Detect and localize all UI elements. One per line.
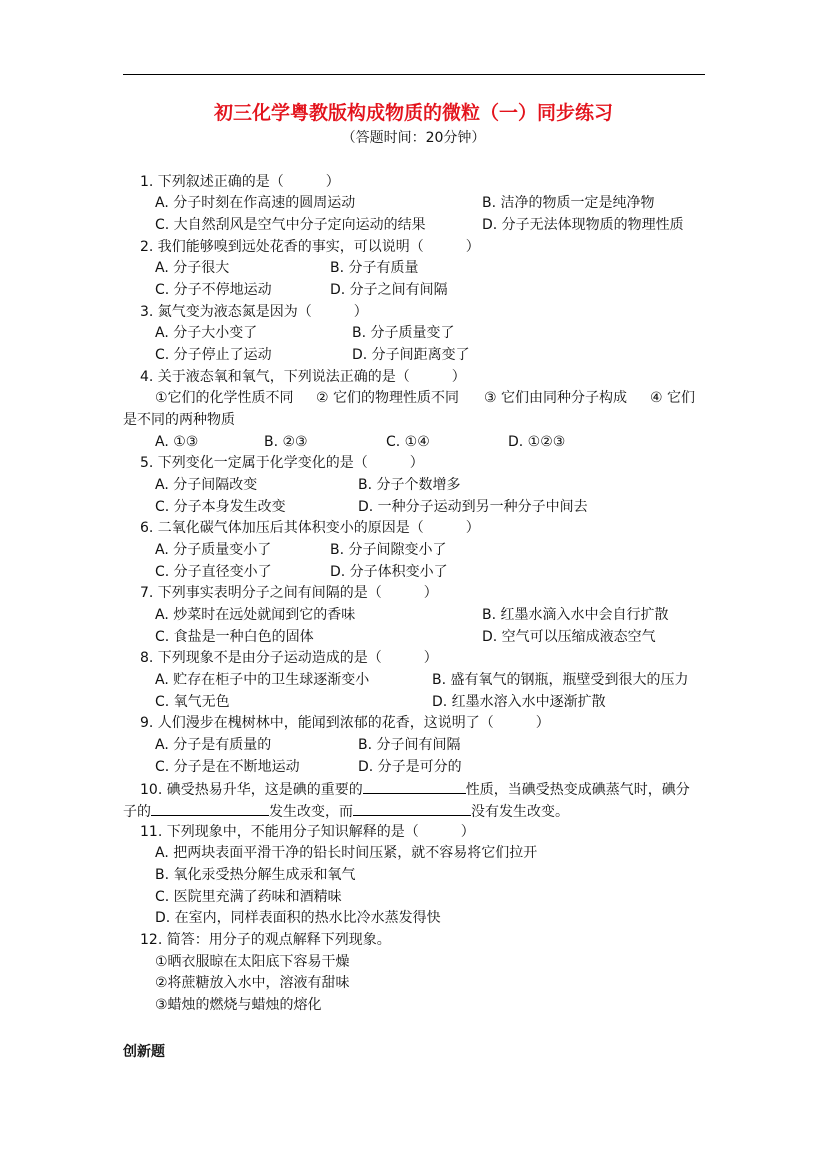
q5-option-c: C. 分子本身发生改变 (155, 499, 286, 515)
q10-line-2 (123, 801, 569, 821)
q2-option-d: D. 分子之间有间隔 (330, 282, 448, 298)
time-limit-note: （答题时间：20分钟） (341, 130, 486, 146)
q4-option-c: C. ①④ (386, 434, 430, 450)
q7-option-d: D. 空气可以压缩成液态空气 (482, 629, 656, 645)
q3-option-c: C. 分子停止了运动 (155, 347, 272, 363)
q6-stem: 6. 二氧化碳气体加压后其体积变小的原因是（ ） (140, 520, 480, 536)
q4-option-b: B. ②③ (264, 434, 308, 450)
q4-statement-2: ② 它们的物理性质不同 (316, 390, 460, 406)
q8-option-d: D. 红墨水溶入水中逐渐扩散 (432, 694, 606, 710)
q9-option-c: C. 分子是在不断地运动 (155, 759, 300, 775)
q10-blank-2[interactable] (151, 801, 269, 816)
q9-option-b: B. 分子间有间隔 (358, 737, 461, 753)
q4-stem: 4. 关于液态氧和氧气，下列说法正确的是（ ） (140, 369, 466, 385)
header-rule (123, 74, 705, 75)
q10-text-4: 发生改变，而 (269, 804, 353, 820)
q1-option-c: C. 大自然刮风是空气中分子定向运动的结果 (155, 217, 426, 233)
q10-blank-3[interactable] (353, 801, 471, 816)
q2-option-c: C. 分子不停地运动 (155, 282, 272, 298)
q5-stem: 5. 下列变化一定属于化学变化的是（ ） (140, 455, 424, 471)
q10-text-3: 子的 (123, 804, 151, 820)
q3-option-b: B. 分子质量变了 (352, 325, 455, 341)
q1-option-a: A. 分子时刻在作高速的圆周运动 (155, 195, 356, 211)
q12-item-3: ③蜡烛的燃烧与蜡烛的熔化 (155, 997, 322, 1013)
q2-option-b: B. 分子有质量 (330, 260, 419, 276)
q11-stem: 11. 下列现象中，不能用分子知识解释的是（ ） (140, 824, 475, 840)
q2-stem: 2. 我们能够嗅到远处花香的事实，可以说明（ ） (140, 239, 480, 255)
q9-option-a: A. 分子是有质量的 (155, 737, 272, 753)
q9-option-d: D. 分子是可分的 (358, 759, 462, 775)
q6-option-c: C. 分子直径变小了 (155, 564, 272, 580)
q10-text-2: 性质，当碘受热变成碘蒸气时，碘分 (465, 782, 690, 798)
q12-item-1: ①晒衣服晾在太阳底下容易干燥 (155, 954, 350, 970)
q12-item-2: ②将蔗糖放入水中，溶液有甜味 (155, 975, 350, 991)
q11-option-d: D. 在室内，同样表面积的热水比冷水蒸发得快 (155, 910, 441, 926)
q6-option-a: A. 分子质量变小了 (155, 542, 272, 558)
q12-stem: 12. 简答：用分子的观点解释下列现象。 (140, 932, 391, 948)
q4-statement-4: ④ 它们 (650, 390, 696, 406)
q5-option-a: A. 分子间隔改变 (155, 477, 258, 493)
q7-option-c: C. 食盐是一种白色的固体 (155, 629, 314, 645)
q8-option-a: A. 贮存在柜子中的卫生球逐渐变小 (155, 672, 370, 688)
q1-option-b: B. 洁净的物质一定是纯净物 (482, 195, 655, 211)
q10-text-5: 没有发生改变。 (471, 804, 569, 820)
q7-option-b: B. 红墨水滴入水中会自行扩散 (482, 607, 669, 623)
q5-option-b: B. 分子个数增多 (358, 477, 461, 493)
q3-option-a: A. 分子大小变了 (155, 325, 258, 341)
q10-text-1: 10. 碘受热易升华，这是碘的重要的 (140, 782, 363, 798)
q11-option-c: C. 医院里充满了药味和酒精味 (155, 889, 342, 905)
q9-stem: 9. 人们漫步在槐树林中，能闻到浓郁的花香，这说明了（ ） (140, 715, 550, 731)
q7-stem: 7. 下列事实表明分子之间有间隔的是（ ） (140, 585, 438, 601)
q3-stem: 3. 氮气变为液态氮是因为（ ） (140, 304, 368, 320)
q11-option-a: A. 把两块表面平滑干净的铅长时间压紧，就不容易将它们拉开 (155, 845, 538, 861)
q1-option-d: D. 分子无法体现物质的物理性质 (482, 217, 684, 233)
q4-statement-3: ③ 它们由同种分子构成 (484, 390, 628, 406)
q8-option-c: C. 氧气无色 (155, 694, 230, 710)
q4-statement-1: ①它们的化学性质不同 (155, 390, 294, 406)
q2-option-a: A. 分子很大 (155, 260, 230, 276)
section-heading: 创新题 (123, 1044, 165, 1060)
q6-option-b: B. 分子间隙变小了 (330, 542, 447, 558)
q3-option-d: D. 分子间距离变了 (352, 347, 470, 363)
q4-option-d: D. ①②③ (508, 434, 566, 450)
q8-option-b: B. 盛有氧气的钢瓶，瓶壁受到很大的压力 (432, 672, 689, 688)
q11-option-b: B. 氧化汞受热分解生成汞和氧气 (155, 867, 356, 883)
q8-stem: 8. 下列现象不是由分子运动造成的是（ ） (140, 650, 438, 666)
q7-option-a: A. 炒菜时在远处就闻到它的香味 (155, 607, 356, 623)
q4-option-a: A. ①③ (155, 434, 199, 450)
q10-line-1 (140, 779, 690, 799)
document-title: 初三化学粤教版构成物质的微粒（一）同步练习 (213, 102, 613, 124)
q5-option-d: D. 一种分子运动到另一种分子中间去 (358, 499, 588, 515)
q10-blank-1[interactable] (363, 779, 466, 794)
q1-stem: 1. 下列叙述正确的是（ ） (140, 174, 340, 190)
q6-option-d: D. 分子体积变小了 (330, 564, 448, 580)
q4-statement-continued: 是不同的两种物质 (123, 412, 235, 428)
